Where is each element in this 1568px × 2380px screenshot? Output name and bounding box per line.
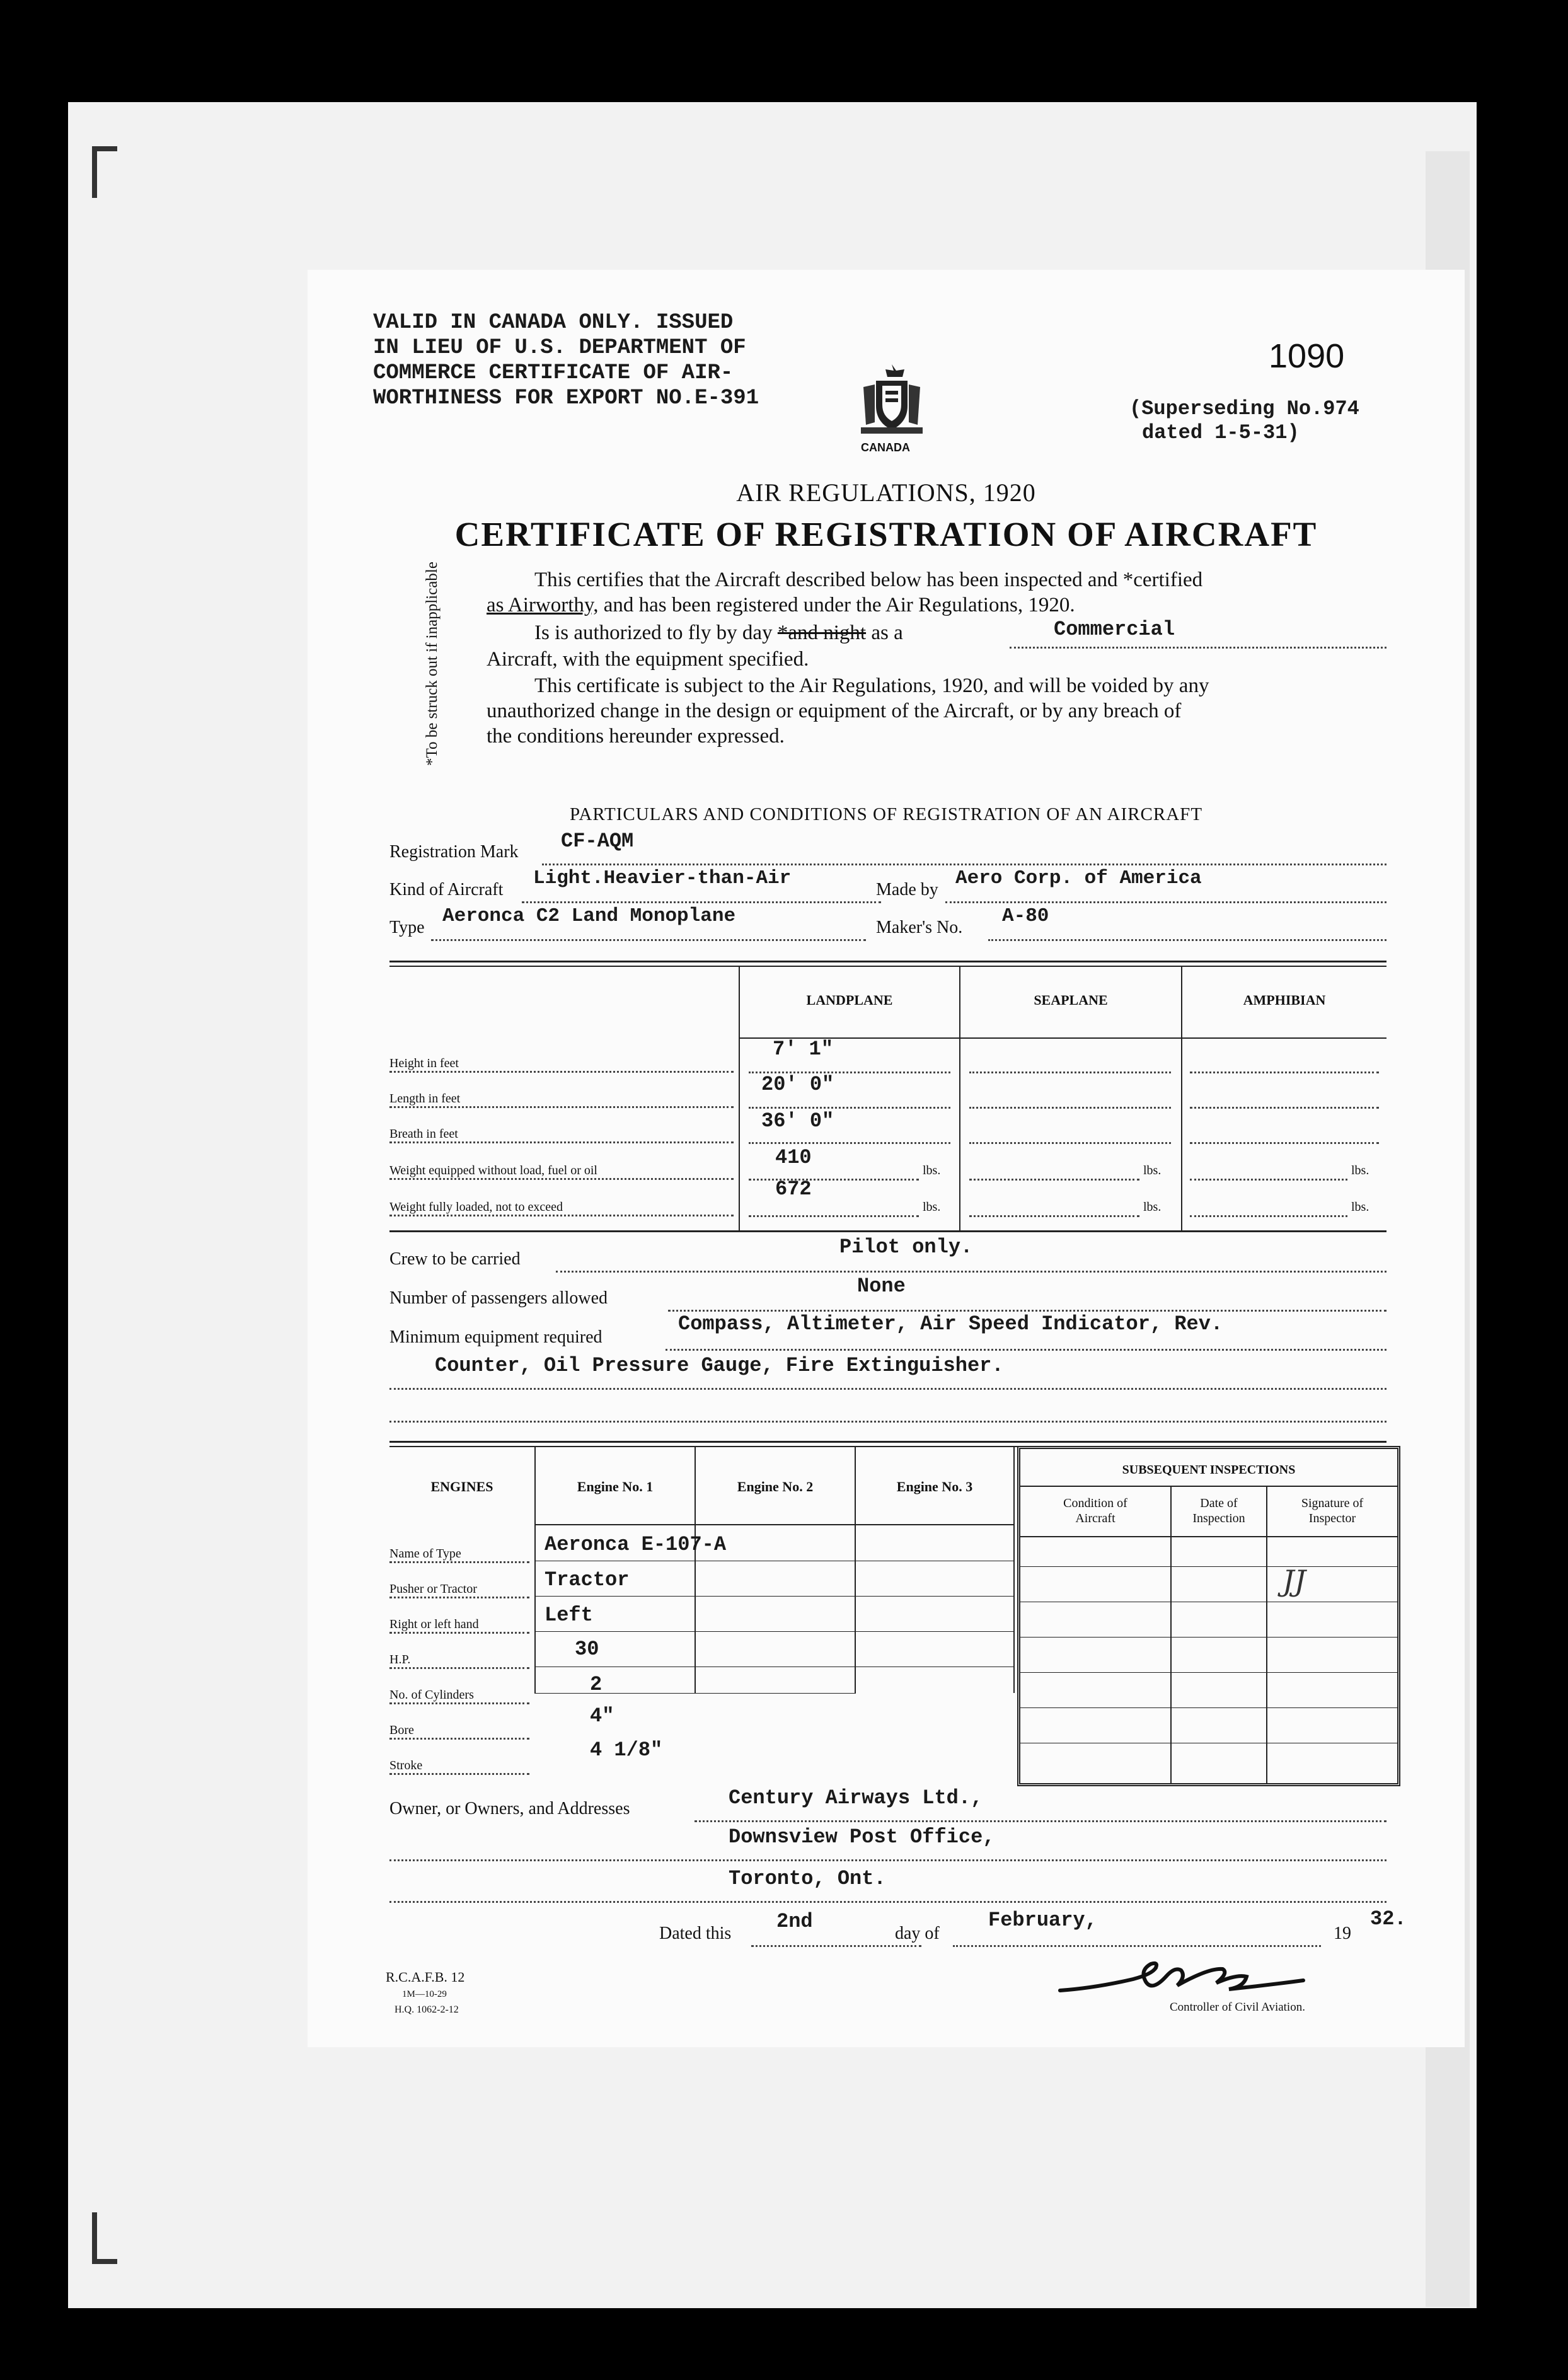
inspector-initials: JJ [1283,1564,1306,1598]
airworthy-text: as Airworthy, [487,594,599,616]
night-struck-text: *and night [777,621,867,644]
crop-mark-bottom [92,2212,97,2264]
row-dots [969,1070,1171,1073]
row-dots [969,1214,1139,1217]
row-dots [749,1177,919,1181]
owner-field [695,1786,1386,1822]
month-value: February, [988,1909,1097,1932]
row-dots [749,1141,950,1144]
inspections-title: SUBSEQUENT INSPECTIONS [1122,1463,1296,1477]
dimension-row-label: Length in feet [389,1092,734,1108]
makers-no-label: Maker's No. [876,918,963,937]
made-by-value: Aero Corp. of America [955,867,1202,889]
side-note [417,561,447,769]
inspections-row [1020,1672,1397,1673]
inspections-row [1020,1707,1397,1708]
crew-field [556,1235,1386,1273]
certificate-title: CERTIFICATE OF REGISTRATION OF AIRCRAFT [454,515,1318,553]
stamp-line: WORTHINESS FOR EXPORT NO.E-391 [373,386,759,410]
header-rule [739,1037,1386,1039]
inspections-divider [1266,1487,1267,1783]
engine-type-value: Aeronca E-107-A [545,1533,727,1556]
owner-field-2 [389,1825,1386,1861]
dated-label: Dated this [659,1924,732,1943]
month-field [953,1909,1321,1947]
makers-no-value: A-80 [1002,905,1049,927]
day-of-label: day of [895,1924,940,1943]
registration-value: CF-AQM [561,829,634,853]
landplane-header: LANDPLANE [806,992,893,1008]
year-value: 32. [1370,1907,1407,1931]
equipment-field-2 [389,1354,1386,1390]
crop-mark-top-h [92,146,117,151]
certificate-number: 1090 [1269,337,1345,375]
body-paragraph-2 [534,621,903,645]
category-value: Commercial [1054,618,1175,641]
engine-divider [1013,1447,1015,1693]
signature-header: Signature of Inspector [1301,1496,1364,1525]
controller-signature-icon [1058,1951,1335,2008]
condition-header: Condition of Aircraft [1063,1496,1127,1525]
year-prefix: 19 [1334,1924,1351,1943]
superseding-line: (Superseding No.974 [1129,397,1359,420]
stamp-line: IN LIEU OF U.S. DEPARTMENT OF [373,336,746,360]
row-dots [969,1106,1171,1109]
superseding-date: dated 1-5-31) [1142,421,1300,444]
equipment-value-2: Counter, Oil Pressure Gauge, Fire Extinguisher. [435,1354,1004,1377]
engine-hand-value: Left [545,1603,593,1627]
inspections-box [1017,1446,1400,1786]
engine-stroke-value: 4 1/8" [590,1738,663,1762]
inspections-row [1020,1637,1397,1638]
length-value: 20' 0" [761,1073,834,1096]
superseding-note [1129,397,1359,445]
engine-row-label: Right or left hand [389,1617,529,1634]
crop-mark-bottom-h [92,2259,117,2264]
crew-label: Crew to be carried [389,1249,521,1269]
engine-rule-top [389,1441,1386,1443]
dimension-row-label: Weight equipped without load, fuel or oil [389,1164,734,1180]
engine-row-label: Pusher or Tractor [389,1582,529,1598]
form-print-run: 1M—10-29 [402,1989,447,1999]
body-paragraph-2b: Aircraft, with the equipment specified. [487,648,809,671]
registration-label: Registration Mark [389,842,519,862]
registration-field [542,829,1386,865]
unit-lbs: lbs. [1351,1164,1369,1177]
engine-hp-value: 30 [575,1638,599,1661]
row-dots [1190,1070,1379,1073]
canada-crest-icon [857,362,926,437]
owner-field-3 [389,1867,1386,1903]
engine-header-rule [534,1524,1013,1525]
row-dots [1190,1214,1347,1217]
engine1-header: Engine No. 1 [577,1479,654,1494]
dimension-row-label: Weight fully loaded, not to exceed [389,1200,734,1216]
body-paragraph-3: This certificate is subject to the Air Regulations, 1920, and will be voided by any [534,674,1209,697]
inspections-row [1020,1566,1397,1567]
body-paragraph-1: This certifies that the Aircraft described below has been inspected and *certified [534,569,1203,591]
engine-cylinders-value: 2 [590,1673,602,1696]
equipment-label: Minimum equipment required [389,1327,602,1347]
form-number: R.C.A.F.B. 12 [386,1969,465,1985]
seaplane-header: SEAPLANE [1034,992,1108,1008]
type-value: Aeronca C2 Land Monoplane [442,905,736,927]
body-paragraph-1b [487,594,1075,617]
engine-row-label: Bore [389,1723,529,1740]
row-dots [969,1141,1171,1144]
regulations-title: AIR REGULATIONS, 1920 [736,478,1036,507]
unit-lbs: lbs. [923,1200,941,1214]
export-stamp [373,310,759,411]
table-rule-top [389,961,1386,962]
owner-address-1: Downsview Post Office, [729,1825,995,1849]
made-by-label: Made by [876,880,938,899]
engine-row-label: Name of Type [389,1547,529,1563]
engine-row-rule [534,1693,856,1694]
equipment-value-1: Compass, Altimeter, Air Speed Indicator, Rev. [678,1312,1223,1336]
crest-label: CANADA [861,441,910,454]
crew-value: Pilot only. [839,1235,973,1259]
date-header: Date of Inspection [1192,1496,1245,1525]
engines-header: ENGINES [430,1479,493,1494]
engine3-header: Engine No. 3 [896,1479,973,1494]
row-dots [749,1214,919,1217]
owner-label: Owner, or Owners, and Addresses [389,1799,630,1818]
amphibian-header: AMPHIBIAN [1243,992,1326,1008]
equipment-field [666,1312,1386,1351]
row-dots [1190,1106,1379,1109]
dimension-row-label: Breath in feet [389,1127,734,1143]
made-by-field [945,867,1386,903]
type-field [431,905,866,941]
particulars-heading: PARTICULARS AND CONDITIONS OF REGISTRATION OF AN AIRCRAFT [569,804,1203,824]
height-value: 7' 1" [773,1037,834,1061]
authorized-text: Is is authorized to fly by day [534,621,778,644]
stamp-line: VALID IN CANADA ONLY. ISSUED [373,311,734,335]
row-dots [1190,1177,1347,1181]
unit-lbs: lbs. [923,1164,941,1177]
unit-lbs: lbs. [1351,1200,1369,1214]
owner-name: Century Airways Ltd., [729,1786,983,1810]
as-a-text: as a [866,621,903,644]
engine-pusher-value: Tractor [545,1568,630,1591]
weight-loaded-value: 672 [775,1177,812,1201]
dimension-row-label: Height in feet [389,1056,734,1073]
unit-lbs: lbs. [1143,1200,1162,1214]
unit-lbs: lbs. [1143,1164,1162,1177]
equipment-field-3 [389,1402,1386,1423]
makers-no-field [988,905,1386,941]
certificate-sheet [308,270,1465,2047]
form-hq-ref: H.Q. 1062-2-12 [395,2004,459,2015]
passengers-value: None [857,1274,906,1298]
kind-value: Light.Heavier-than-Air [533,867,792,889]
passengers-label: Number of passengers allowed [389,1288,608,1308]
day-value: 2nd [776,1910,813,1933]
crop-mark-top [92,146,97,198]
body-paragraph-3b: unauthorized change in the design or equipment of the Aircraft, or by any breach of [487,700,1182,722]
body-paragraph-3c: the conditions hereunder expressed. [487,725,785,748]
controller-title: Controller of Civil Aviation. [1170,2001,1305,2014]
inspections-rule [1020,1536,1397,1537]
table-rule-top-2 [389,966,1386,967]
category-field [1010,618,1386,649]
weight-empty-value: 410 [775,1146,812,1169]
engine-bore-value: 4" [590,1704,614,1728]
inspections-divider [1170,1487,1172,1783]
side-note-text: *To be struck out if inapplicable [424,562,441,766]
engine2-header: Engine No. 2 [737,1479,814,1494]
passengers-field [668,1274,1386,1312]
engine-row-rule [534,1631,1013,1632]
row-dots [1190,1141,1379,1144]
stamp-line: COMMERCE CERTIFICATE OF AIR- [373,361,734,385]
table-rule-bottom [389,1230,1386,1232]
engine-row-rule [534,1596,1013,1597]
registered-text: and has been registered under the Air Regulations, 1920. [598,594,1075,616]
engine-row-label: No. of Cylinders [389,1688,529,1704]
kind-label: Kind of Aircraft [389,880,504,899]
engine-row-label: Stroke [389,1759,529,1775]
owner-address-2: Toronto, Ont. [729,1867,886,1890]
row-dots [969,1177,1139,1181]
engine-row-label: H.P. [389,1653,529,1669]
inspections-rule [1020,1486,1397,1487]
row-dots [749,1106,950,1109]
kind-field [522,867,881,903]
type-label: Type [389,918,425,937]
breadth-value: 36' 0" [761,1109,834,1133]
